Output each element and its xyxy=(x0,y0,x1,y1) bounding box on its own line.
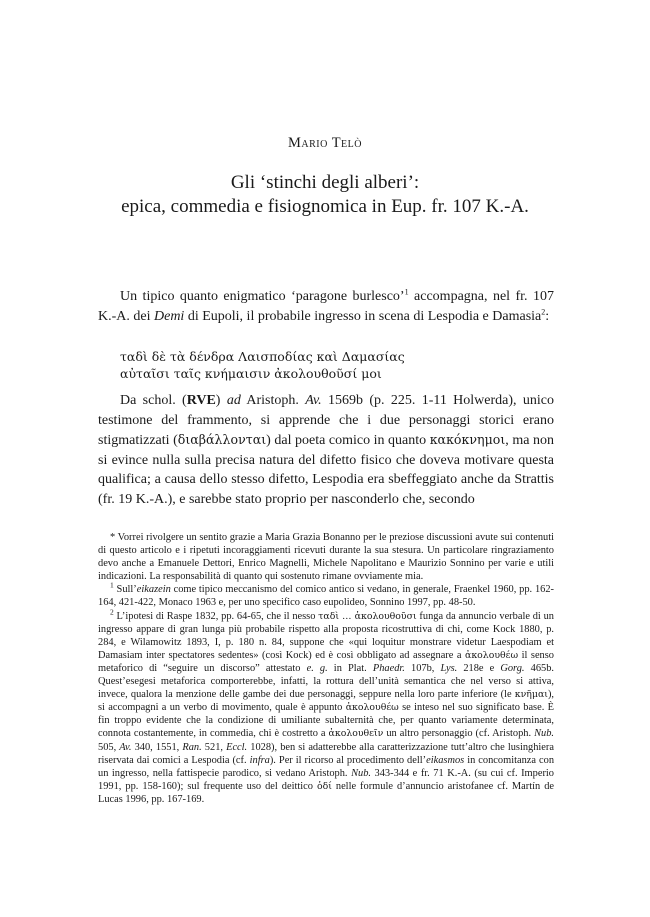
text: 340, 1551, xyxy=(131,741,183,753)
text: ) dal poeta comico in quanto xyxy=(266,433,430,449)
text: funga da annuncio verbale di un ingresso appare di gran lunga più probabile rispetto alla proposta ricostruttiva di chi, come Kock 1880, p. 284, e Wilamowitz 1893, I, p. 180 n. 84, suppone che «qui loquitur monstrare videtur Laespodiam et Damasiam inter spectatores sedentes» (così Kock) ed è così obbligato ad assegnare a xyxy=(98,610,555,661)
quote-line-1: ταδὶ δὲ τὰ δένδρα Λαισποδίας καὶ Δαμασίας xyxy=(120,349,405,364)
text: ), si accompagni a un verbo di movimento, quale è appunto xyxy=(98,689,554,714)
text: 521, xyxy=(201,741,227,753)
work-title: Demi xyxy=(154,308,185,324)
text: Aristoph. xyxy=(240,393,306,408)
text: di Eupoli, il probabile ingresso in scena di Lespodia e Damasia xyxy=(184,308,542,324)
work-title: Gorg. xyxy=(500,662,525,674)
footnote-2 xyxy=(98,607,555,806)
footnote-star: * Vorrei rivolgere un sentito grazie a Maria Grazia Bonanno per le preziose discussioni avute sui contenuti di questo articolo e i ripetuti incoraggiamenti ricevuti durante la sua stesura. Un particolare ringraziamento devo anche a Emanuele Dettori, Enrico Magnelli, Michele Napolitano e Maurizio Sonnino per varie e utili indicazioni. La responsabilità di quanto qui sostenuto rimane ovviamente mia. xyxy=(98,532,554,583)
greek-term: ὁδί xyxy=(316,780,332,792)
author-name: Mario Telò xyxy=(288,135,362,151)
greek-term: ἀκολουθεῖν xyxy=(328,728,384,740)
footnotes xyxy=(98,531,554,806)
greek-term: ταδὶ … ἀκολουθοῦσι xyxy=(318,610,417,622)
italic-text: e. g. xyxy=(306,662,328,674)
italic-text: infra xyxy=(249,754,270,766)
quote-line-2: αὐταῖσι ταῖς κνήμαισιν ἀκολουθοῦσί μοι xyxy=(120,366,382,381)
text: 107b, xyxy=(404,662,441,674)
footnote-number: 1 xyxy=(110,580,114,590)
text: il senso metaforico di “seguire un discorso” attestato xyxy=(98,649,554,674)
work-title: Eccl. xyxy=(226,741,248,753)
text: in concomitanza con un ingresso, nella fattispecie parodico, si vedano Aristoph. xyxy=(98,754,555,779)
italic-text: eikasmos xyxy=(426,754,465,766)
text: 465b. Quest’esegesi metaforica comporterebbe, infatti, la rottura dell’unità semantica che nel verso si attiva, invece, qualora la menzione delle gambe dei due personaggi, seppure nella loro parte inferiore (le xyxy=(98,662,554,701)
manuscript-sigla: RVE xyxy=(186,393,216,408)
text: nelle formule d’annuncio aristofanee cf. Martín de Lucas 1996, pp. 167-169. xyxy=(98,780,554,805)
text: : xyxy=(545,308,550,324)
work-title: Lys. xyxy=(440,662,458,674)
text: L’ipotesi di Raspe 1832, pp. 64-65, che il nesso xyxy=(113,610,319,622)
greek-term: κακόκνημοι xyxy=(429,432,506,448)
footnote-number: 2 xyxy=(110,607,114,617)
title-line-2: epica, commedia e fisiognomica in Eup. fr. 107 K.-A. xyxy=(121,196,529,217)
work-title: Ran. xyxy=(182,741,202,753)
text: Sull’ xyxy=(113,584,137,596)
text: come tipico meccanismo del comico antico si vedano, in generale, Fraenkel 1960, pp. 162-164, 421-422, Monaco 1963 e, per uno specifico caso eupolideo, Sonnino 1997, pp. 48-50. xyxy=(98,584,554,609)
text: un altro personaggio (cf. Aristoph. xyxy=(383,728,535,740)
work-title: Av. xyxy=(305,393,322,408)
greek-term: ἀκολουθέω xyxy=(465,649,519,661)
greek-quotation xyxy=(120,348,405,382)
footnote-1 xyxy=(98,580,554,609)
text: in Plat. xyxy=(327,662,373,674)
text: 1569b (p. 225. 1-11 Holwerda), unico testimone del frammento, si apprende che i due personaggi storici erano stigmatizzati ( xyxy=(98,393,554,449)
text: se inteso nel suo significato base. È fin troppo evidente che la condizione di umiliante subalternità che, per quanto variamente determinata, connota costantemente, in commedia, chi è costretto a xyxy=(98,702,554,740)
text: , ma non si evince nulla sulla precisa natura del difetto fisico che doveva motivare questa qualifica; a causa dello stesso difetto, Lespodia era sbeffeggiato anche da Strattis (fr. 19 K.-A.), e sarebbe stato proprio per nasconderlo che, secondo xyxy=(98,433,554,507)
text: 505, xyxy=(98,741,120,753)
article-title xyxy=(0,171,650,219)
work-title: Phaedr. xyxy=(372,662,405,674)
work-title: Nub. xyxy=(534,728,554,740)
italic-text: ad xyxy=(226,393,241,408)
italic-text: eikazein xyxy=(136,584,171,596)
text: 1028), ben si adatterebbe alla caratterizzazione tutt’altro che lusinghiera riservata dai comici a Lespodia (cf. xyxy=(98,741,554,766)
paragraph-1 xyxy=(98,287,554,326)
text: 343-344 e fr. 71 K.-A. (su cui cf. Imperio 1991, pp. 158-160); sul frequente uso del deittico xyxy=(98,767,554,792)
work-title: Nub. xyxy=(351,767,371,779)
paragraph-2 xyxy=(98,391,554,510)
greek-term: διαβάλλονται xyxy=(177,432,267,448)
text: 218e e xyxy=(457,662,501,674)
text: ) xyxy=(215,393,227,408)
footnote-ref-2: 2 xyxy=(541,306,546,316)
text: Un tipico quanto enigmatico ‘paragone burlesco’ xyxy=(120,289,405,304)
text: accompagna, nel fr. 107 K.-A. dei xyxy=(98,289,554,324)
footnote-ref-1: 1 xyxy=(404,287,409,297)
work-title: Av. xyxy=(119,741,132,753)
greek-term: κνῆμαι xyxy=(514,689,548,701)
text: ). Per il ricorso al procedimento dell’ xyxy=(269,754,427,766)
text: Da schol. ( xyxy=(120,393,187,408)
greek-term: ἀκολουθέω xyxy=(345,702,399,714)
title-line-1: Gli ‘stinchi degli alberi’: xyxy=(230,172,420,193)
